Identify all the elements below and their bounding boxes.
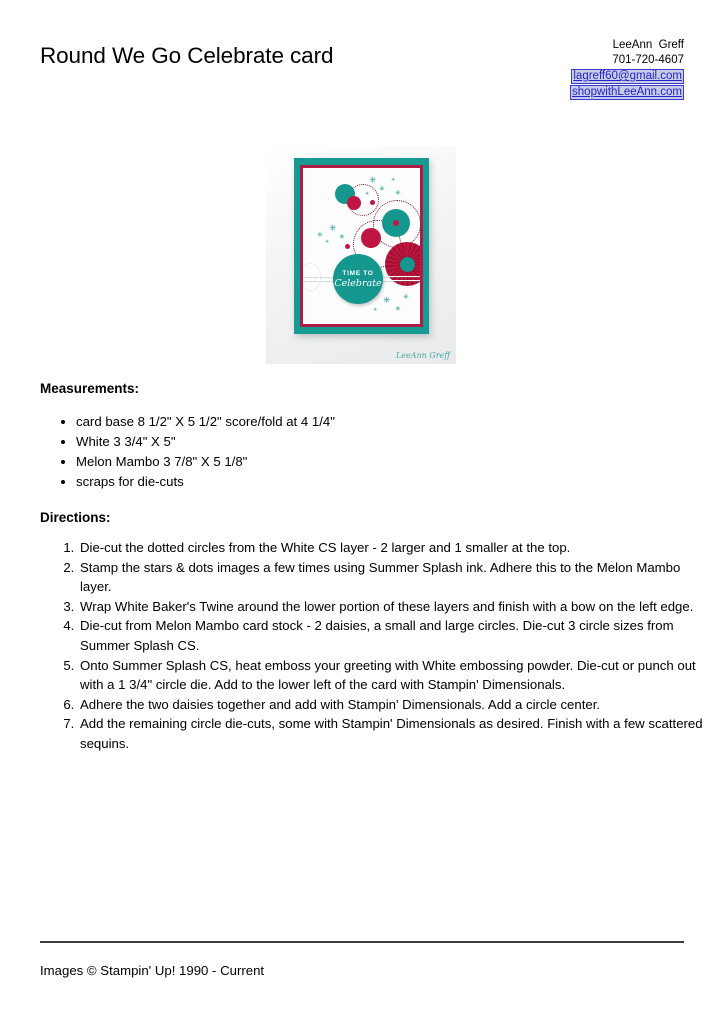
contact-block [570,38,684,100]
contact-email-row [570,68,684,84]
red-circle [347,196,361,210]
contact-email-link[interactable]: lagreff60@gmail.com [573,70,682,82]
list-item: • card base 8 1/2" X 5 1/2" score/fold at 4 1/4" [76,412,335,432]
measurements-list [52,412,335,492]
star-icon: ✳ [369,175,377,185]
list-item: 4. Die-cut from Melon Mambo card stock - 2 daisies, a small and large circles. Die-cut 3 circle sizes from Summer Splash CS. [78,616,706,655]
list-item: 2. Stamp the stars & dots images a few times using Summer Splash ink. Adhere this to the Melon Mambo layer. [78,558,706,597]
card-white-layer [303,168,420,324]
directions-list [52,538,706,754]
card-photo [266,146,456,364]
footer-divider [40,941,684,943]
list-item: • White 3 3/4" X 5" [76,432,335,452]
star-icon: ✳ [395,190,401,197]
red-circle [361,228,381,248]
document-header [40,38,684,110]
star-icon: ✳ [391,177,396,183]
rosette-center [400,257,415,272]
list-item: 1. Die-cut the dotted circles from the White CS layer - 2 larger and 1 smaller at the top. [78,538,706,558]
directions-heading: Directions: [40,510,111,525]
greeting-medallion [333,254,383,304]
star-icon: ✳ [325,239,330,245]
contact-phone: 701-720-4607 [612,54,684,66]
star-icon: ✳ [403,294,409,301]
photographer-signature-watermark: LeeAnn Greff [395,351,450,360]
star-icon: ✳ [373,307,378,313]
list-item: 3. Wrap White Baker's Twine around the lower portion of these layers and finish with a bow on the left edge. [78,597,706,617]
list-item: 5. Onto Summer Splash CS, heat emboss your greeting with White embossing powder. Die-cut or punch out with a 1 3/4" circle die. Add to the lower left of the card with Stampin' Dimensionals. [78,656,706,695]
list-item: • scraps for die-cuts [76,472,335,492]
contact-website-row [570,84,684,100]
contact-website-link[interactable]: shopwithLeeAnn.com [572,86,682,98]
card-melon-mambo-layer [300,165,423,327]
star-icon: ✳ [379,186,385,193]
star-icon: ✳ [329,223,337,233]
list-item: 6. Adhere the two daisies together and add with Stampin' Dimensionals. Add a circle center. [78,695,706,715]
star-icon: ✳ [339,234,345,241]
red-circle-tiny [393,220,399,226]
contact-name: LeeAnn Greff [612,39,684,51]
red-circle-tiny [345,244,350,249]
star-icon: ✳ [317,232,323,239]
star-icon: ✳ [383,295,391,305]
star-icon: ✳ [365,191,370,197]
list-item: • Melon Mambo 3 7/8" X 5 1/8" [76,452,335,472]
greeting-line-2: Celebrate [334,277,382,289]
footer-copyright: Images © Stampin' Up! 1990 - Current [40,963,265,978]
photo-background [266,146,456,364]
page-title: Round We Go Celebrate card [40,43,334,68]
list-item: 7. Add the remaining circle die-cuts, some with Stampin' Dimensionals as desired. Finish with a few scattered sequins. [78,714,706,753]
greeting-line-1: TIME TO [342,269,374,277]
measurements-heading: Measurements: [40,381,140,396]
red-circle-tiny [370,200,375,205]
twine-bow [303,264,320,290]
star-icon: ✳ [395,306,401,313]
card-teal-base [294,158,429,334]
